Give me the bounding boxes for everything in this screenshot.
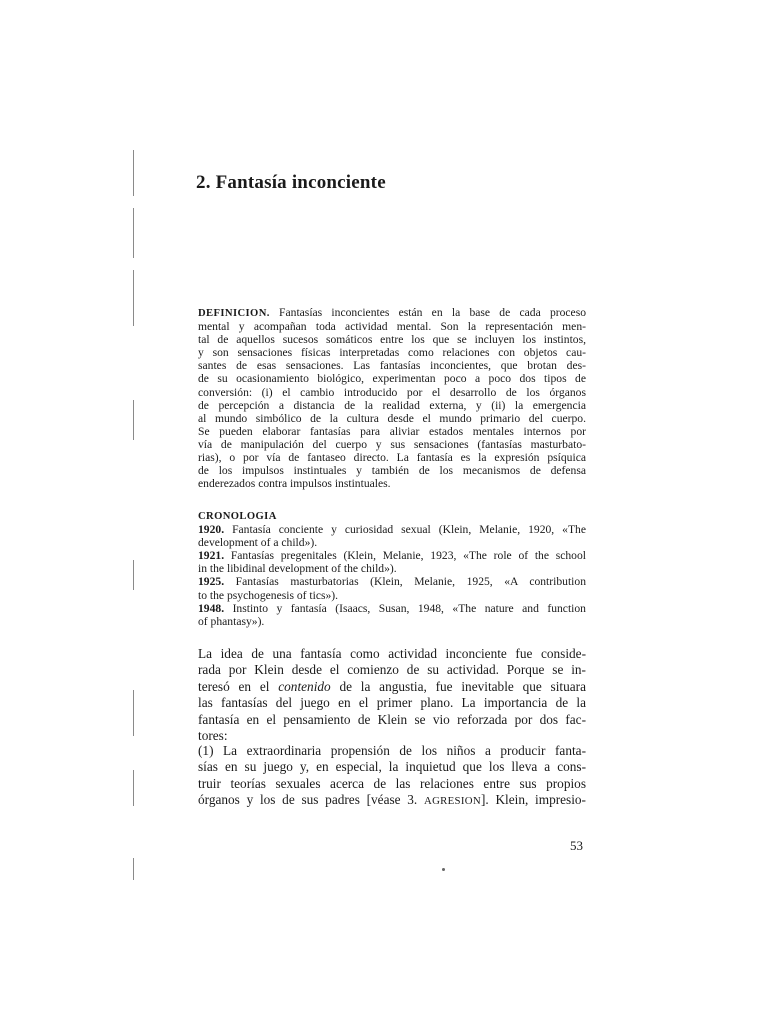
body-line: La idea de una fantasía como actividad inconciente fue conside- (198, 646, 586, 661)
chronology-text: of phantasy»). (198, 614, 265, 628)
chronology-text: Fantasía conciente y curiosidad sexual (Klein, Melanie, 1920, «The (232, 523, 586, 537)
body-line: (1) La extraordinaria propensión de los niños a producir fanta- (198, 743, 586, 758)
definition-line: mental y acompañan toda actividad mental. Son la representación men- (198, 320, 586, 334)
scan-margin-mark (133, 858, 134, 880)
chronology-text: to the psychogenesis of tics»). (198, 588, 339, 602)
definition-line: santes de esas sensaciones. Las fantasías inconcientes, que brotan des- (198, 359, 586, 373)
definition-line: conversión: (i) el cambio introducido por el desarrollo de los órganos (198, 385, 586, 399)
chronology-year: 1925. (198, 575, 225, 589)
scan-margin-mark (133, 690, 134, 736)
body-paragraph (198, 646, 586, 744)
definition-paragraph (198, 306, 586, 490)
definition-line: de su ocasionamiento biológico, experimentan poco a poco dos tipos de (198, 372, 586, 386)
scan-margin-mark (133, 560, 134, 590)
body-paragraph (198, 743, 586, 810)
scan-margin-mark (133, 400, 134, 440)
scan-margin-mark (133, 770, 134, 806)
chronology-year: 1920. (198, 523, 225, 537)
chronology-section (198, 510, 586, 628)
definition-label: DEFINICION. (198, 308, 270, 319)
definition-line: y son sensaciones físicas interpretadas como relaciones con objetos cau- (198, 346, 586, 360)
chapter-title: 2. Fantasía inconciente (196, 172, 386, 193)
definition-line: al mundo simbólico de la cultura desde el mundo primario del cuerpo. (198, 411, 586, 425)
cross-reference: AGRESION (423, 795, 481, 808)
chronology-text: Fantasías pregenitales (Klein, Melanie, 1923, «The role of the school (230, 549, 586, 563)
body-line: sías en su juego y, en especial, la inquietud que los lleva a cons- (198, 759, 586, 775)
body-line: tores: (198, 728, 228, 744)
scan-margin-mark (133, 270, 134, 326)
body-line: teresó en el contenido de la angustia, fue inevitable que situara (198, 678, 586, 694)
body-line: rada por Klein desde el comienzo de su actividad. Porque se in- (198, 662, 586, 678)
definition-line: enderezados contra impulsos instintuales. (198, 477, 391, 491)
definition-line: de percepción a distancia de la realidad externa, y (ii) la emergencia (198, 398, 586, 412)
chronology-text: development of a child»). (198, 536, 318, 550)
definition-line: tal de aquellos sucesos somáticos entre los que se incluyen los instintos, (198, 333, 586, 347)
body-line: las fantasías del juego en el primer plano. La importancia de la (198, 695, 586, 711)
chronology-text: in the libidinal development of the child»). (198, 562, 397, 576)
chronology-text: Instinto y fantasía (Isaacs, Susan, 1948, «The nature and function (232, 601, 586, 615)
scan-margin-mark (133, 208, 134, 258)
body-line: órganos y los de sus padres [véase 3. AGRESION]. Klein, impresio- (198, 792, 586, 808)
chronology-entry (198, 523, 586, 536)
definition-line: rias), o por vía de fantaseo directo. La fantasía es la expresión psíquica (198, 451, 586, 465)
definition-line: Se pueden elaborar fantasías para aliviar estados mentales internos por (198, 424, 586, 438)
body-line: truir teorías sexuales acerca de las relaciones entre sus propios (198, 775, 586, 791)
body-line: fantasía en el pensamiento de Klein se vio reforzada por dos fac- (198, 711, 586, 727)
page-number: 53 (570, 838, 583, 853)
chronology-heading: CRONOLOGIA (198, 511, 277, 522)
definition-line: vía de manipulación del cuerpo y sus sensaciones (fantasías masturbato- (198, 437, 586, 451)
chronology-year: 1948. (198, 601, 225, 615)
italic-term: contenido (278, 678, 331, 694)
definition-line: de los impulsos instintuales y también de los mecanismos de defensa (198, 464, 586, 478)
definition-line: Fantasías inconcientes están en la base de cada proceso (279, 306, 587, 319)
scan-margin-mark (133, 150, 134, 196)
chronology-text: Fantasías masturbatorias (Klein, Melanie, 1925, «A contribution (235, 575, 586, 589)
scan-speck (442, 868, 445, 871)
chronology-year: 1921. (198, 549, 225, 563)
